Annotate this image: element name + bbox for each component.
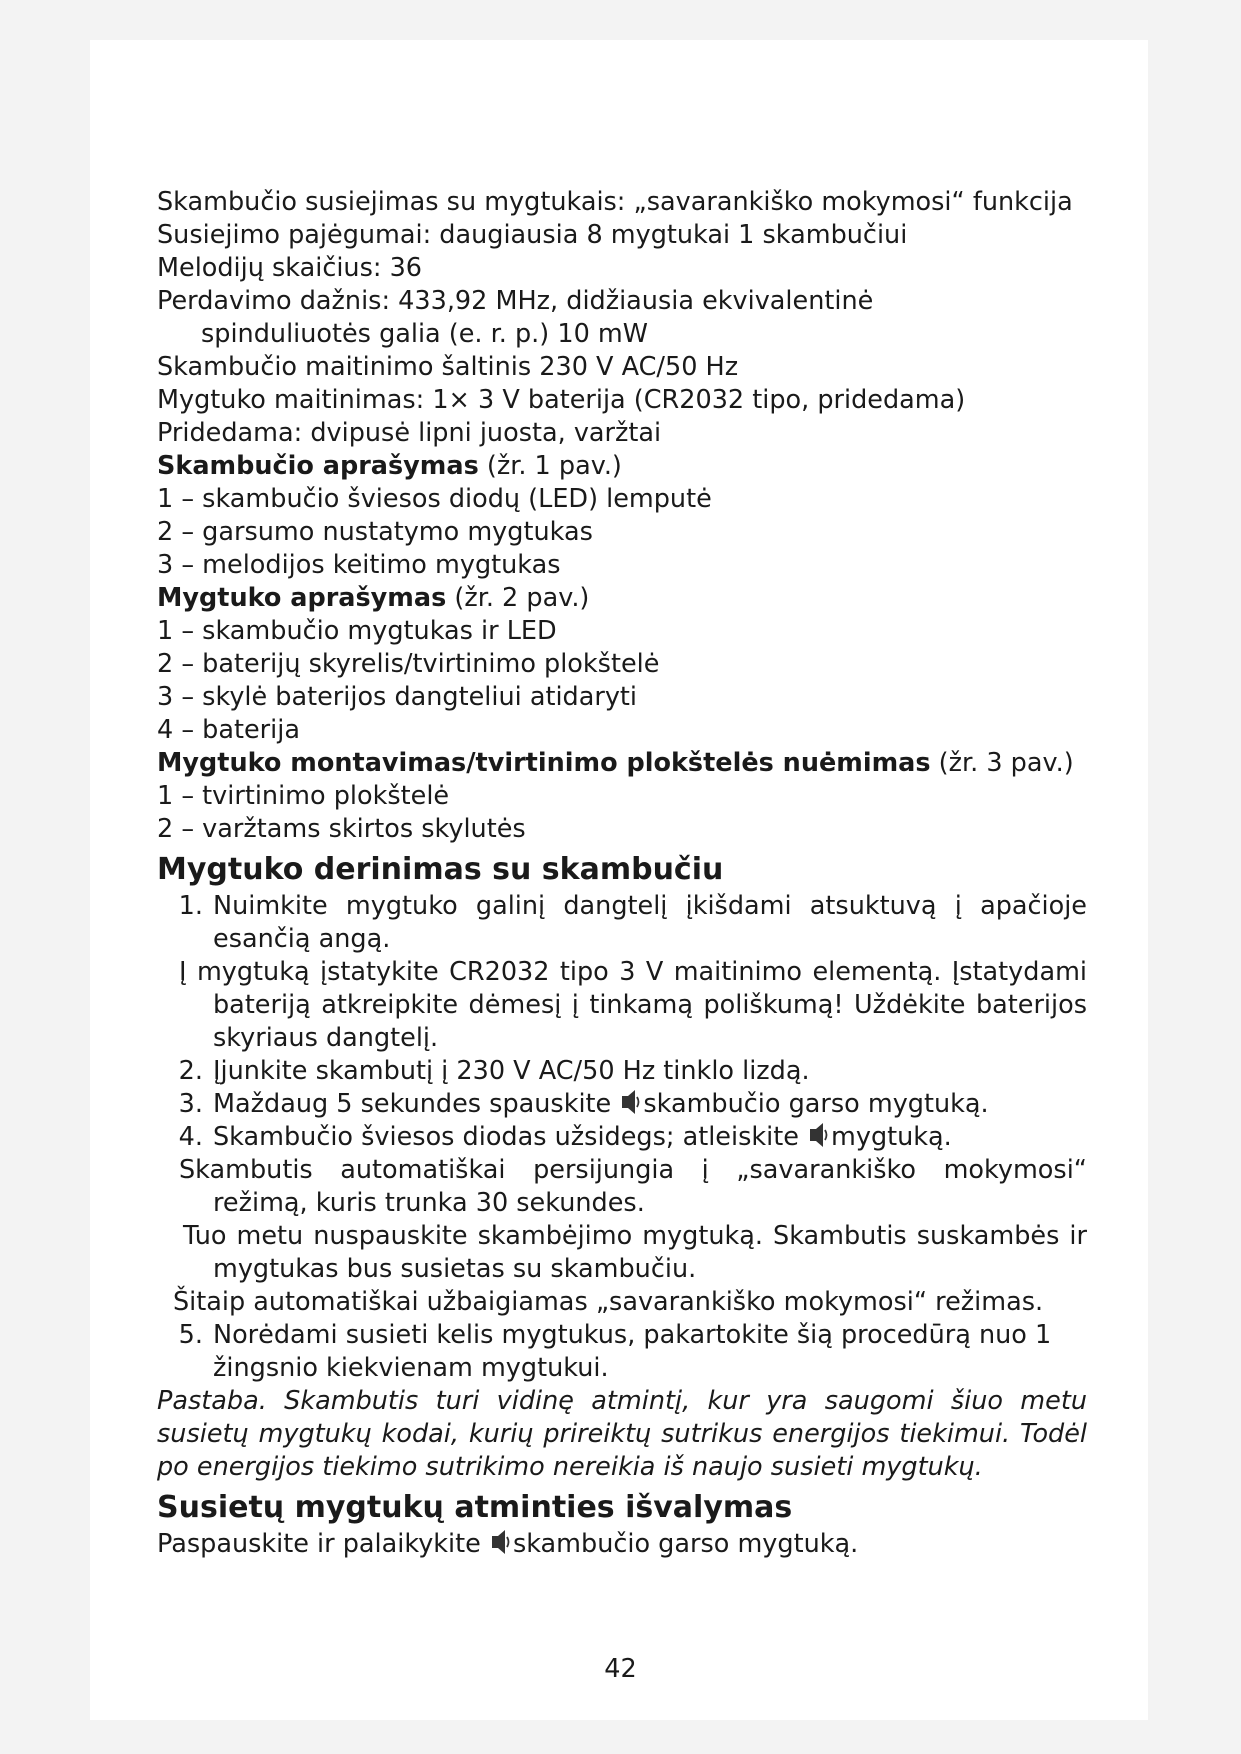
step-4-detail: Tuo metu nuspauskite skambėjimo mygtuką. Skambutis suskambės ir mygtukas bus susietas su skambučiu.: [183, 1221, 1087, 1284]
step-number: 5.: [178, 1320, 203, 1350]
step-number: 1.: [178, 891, 203, 921]
step-text-part: Skambučio šviesos diodas užsidegs; atleiskite: [213, 1122, 808, 1152]
page-number: 42: [604, 1654, 637, 1684]
spec-line: Skambučio maitinimo šaltinis 230 V AC/50 Hz: [157, 352, 739, 382]
document-body: [157, 186, 1087, 1561]
list-item: 2 – garsumo nustatymo mygtukas: [157, 517, 593, 547]
step-text-part: skambučio garso mygtuką.: [643, 1089, 989, 1119]
list-item: 2 – varžtams skirtos skylutės: [157, 814, 526, 844]
figure-ref: (žr. 1 pav.): [478, 451, 622, 481]
spec-line: Susiejimo pajėgumai: daugiausia 8 mygtukai 1 skambučiui: [157, 220, 908, 250]
step-3: [157, 1088, 1087, 1121]
speaker-icon: [490, 1528, 512, 1556]
mounting-heading: [157, 747, 1087, 780]
list-item: 4 – baterija: [157, 715, 300, 745]
list-item: 1 – tvirtinimo plokštelė: [157, 781, 450, 811]
spec-line: Pridedama: dvipusė lipni juosta, varžtai: [157, 418, 662, 448]
list-item: 2 – baterijų skyrelis/tvirtinimo plokštelė: [157, 649, 660, 679]
note-paragraph: Pastaba. Skambutis turi vidinę atmintį, kur yra saugomi šiuo metu susietų mygtukų kodai, kurių prireiktų sutrikus energijos tiekimui. Todėl po energijos tiekimo sutrikimo nereikia iš naujo susieti mygtukų.: [157, 1386, 1087, 1482]
step-text-part: mygtuką.: [831, 1122, 952, 1152]
button-description-heading: [157, 582, 1087, 615]
step-number: 2.: [178, 1056, 203, 1086]
heading-text: Mygtuko montavimas/tvirtinimo plokštelės nuėmimas: [157, 748, 931, 778]
step-text: Įjunkite skambutį į 230 V AC/50 Hz tinklo lizdą.: [213, 1056, 810, 1086]
list-item: 3 – skylė baterijos dangteliui atidaryti: [157, 682, 637, 712]
step-2: [157, 1055, 1087, 1088]
step-text: [213, 1121, 1087, 1154]
list-item: 1 – skambučio šviesos diodų (LED) lemputė: [157, 484, 712, 514]
step-1-detail: Į mygtuką įstatykite CR2032 tipo 3 V maitinimo elementą. Įstatydami bateriją atkreipkite dėmesį į tinkamą poliškumą! Uždėkite baterijos skyriaus dangtelį.: [179, 957, 1087, 1053]
step-4: [157, 1121, 1087, 1154]
step-number: 3.: [178, 1089, 203, 1119]
step-4-detail: Šitaip automatiškai užbaigiamas „savarankiško mokymosi“ režimas.: [173, 1287, 1044, 1317]
heading-text: Mygtuko aprašymas: [157, 583, 447, 613]
step-1: [157, 890, 1087, 956]
text-part: skambučio garso mygtuką.: [512, 1529, 859, 1559]
list-item: 3 – melodijos keitimo mygtukas: [157, 550, 561, 580]
memory-clear-heading: Susietų mygtukų atminties išvalymas: [157, 1490, 793, 1525]
step-number: 4.: [178, 1122, 203, 1152]
pairing-heading: Mygtuko derinimas su skambučiu: [157, 852, 724, 887]
spec-line: Mygtuko maitinimas: 1× 3 V baterija (CR2032 tipo, pridedama): [157, 385, 966, 415]
text-part: Paspauskite ir palaikykite: [157, 1529, 489, 1559]
speaker-icon: [620, 1088, 642, 1116]
step-4-detail: Skambutis automatiškai persijungia į „savarankiško mokymosi“ režimą, kuris trunka 30 sekundes.: [179, 1155, 1087, 1218]
figure-ref: (žr. 3 pav.): [930, 748, 1074, 778]
bell-description-heading: [157, 450, 1087, 483]
step-text: Nuimkite mygtuko galinį dangtelį įkišdami atsuktuvą į apačioje esančią angą.: [213, 891, 1087, 954]
list-item: 1 – skambučio mygtukas ir LED: [157, 616, 557, 646]
spec-line: Melodijų skaičius: 36: [157, 253, 423, 283]
step-5: [157, 1319, 1087, 1385]
figure-ref: (žr. 2 pav.): [446, 583, 590, 613]
step-text: Norėdami susieti kelis mygtukus, pakartokite šią procedūrą nuo 1 žingsnio kiekvienam mygtukui.: [213, 1320, 1052, 1383]
step-text-part: Maždaug 5 sekundes spauskite: [213, 1089, 620, 1119]
spec-line: Skambučio susiejimas su mygtukais: „savarankiško mokymosi“ funkcija: [157, 187, 1073, 217]
speaker-icon: [808, 1121, 830, 1149]
memory-clear-text: [157, 1528, 1087, 1561]
step-text: [213, 1088, 1087, 1121]
heading-text: Skambučio aprašymas: [157, 451, 479, 481]
spec-line: Perdavimo dažnis: 433,92 MHz, didžiausia ekvivalentinė spinduliuotės galia (e. r. p.) 10 mW: [157, 286, 874, 349]
